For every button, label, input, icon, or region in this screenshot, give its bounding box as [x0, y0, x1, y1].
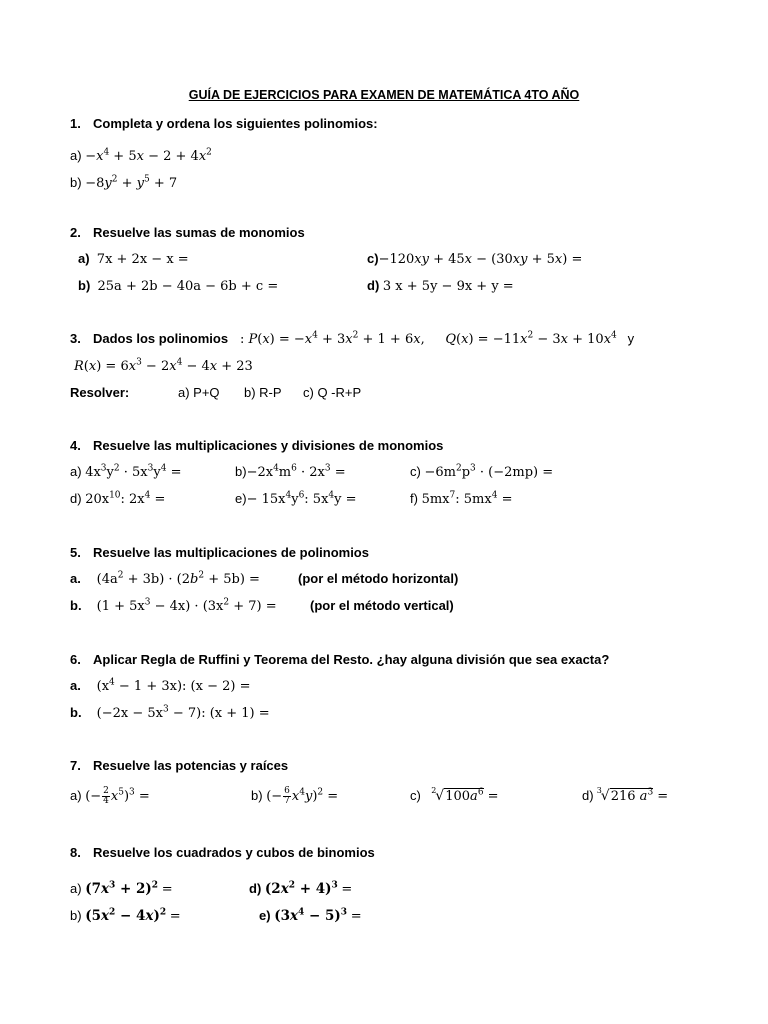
math-expression: $(7x^3 + 2)^2$ — [85, 880, 159, 897]
question-1-heading — [70, 115, 378, 133]
question-7-heading: 7. Resuelve las potencias y raíces — [70, 758, 289, 773]
math-expression: 3 x + 5y − 9x + y = — [382, 279, 514, 294]
math-expression: − $15x^4y^6$: $5x^4y$ = — [246, 490, 357, 507]
q4-item-d: d) $20x^{10}$: $2x^4$ = — [70, 490, 166, 507]
q1-item-a: $a) -x^4 + 5x - 2 + 4x^2$ — [70, 147, 212, 164]
math-expression: $(4a^2 + 3b) \cdot (2b^2 + 5b)$ = — [96, 570, 260, 587]
question-2-heading: 2. Resuelve las sumas de monomios — [70, 225, 305, 240]
question-number: 1. — [70, 116, 81, 131]
q1-item-b: $b) -8y^2 + y^5 + 7$ — [70, 174, 178, 191]
q4-item-e: $e)- 15x^4y^6$: $5x^4y$ = — [235, 490, 357, 507]
q6-item-a: a. $(x^4 - 1 + 3x)$: (x − 2) = — [70, 677, 251, 694]
page-title: GUÍA DE EJERCICIOS PARA EXAMEN DE MATEMÁTICA 4TO AÑO — [188, 88, 580, 102]
q3-option-b: b) R-P — [244, 385, 282, 400]
math-expression: 2 $√100a^6$ = — [431, 786, 499, 804]
q4-item-b: $b)-2x^4m^6 \cdot 2x^3$ = — [235, 463, 346, 480]
math-expression: $R(x) = 6x^3 - 2x^4 - 4x + 23$ — [74, 357, 253, 374]
q2-item-a: a) 7x + 2x − x = — [78, 251, 189, 267]
math-expression: $(-2x - 5x^3 - 7)$: (x + 1) = — [96, 704, 270, 721]
math-expression: (− $\frac{6}{7}$ $x^4y)^2$ = — [266, 786, 339, 806]
question-4-heading: 4. Resuelve las multiplicaciones y divisiones de monomios — [70, 438, 444, 453]
math-expression: $-x^4 + 5x - 2 + 4x^2$ — [85, 147, 212, 164]
q4-item-c: $c) -6m^2p^3 \cdot (-2mp)$ = — [410, 463, 554, 480]
q7-item-d: d) 3 √216 $a^3$ = — [582, 786, 669, 804]
q8-item-a: a) $(7x^3 + 2)^2$ = — [70, 880, 173, 897]
math-expression: $(2x^2 + 4)^3$ — [264, 880, 338, 897]
math-expression: (− $\frac{2}{4}$ $x^5)^3$ = — [85, 786, 150, 806]
q3-resolver: Resolver: — [70, 385, 130, 400]
q7-item-b: b) (− $\frac{6}{7}$ $x^4y)^2$ = — [251, 786, 339, 806]
math-expression: $5mx^7$: $5mx^4$ = — [421, 490, 513, 507]
math-expression: $(3x^4 - 5)^3$ — [274, 907, 348, 924]
q4-item-a: a) $4x^3y^2 \cdot 5x^3y^4$ = — [70, 463, 182, 480]
q4-item-f: f) $5mx^7$: $5mx^4$ = — [410, 490, 513, 507]
question-text: Completa y ordena los siguientes polinomios: — [93, 116, 378, 131]
q5-item-a: a. $(4a^2 + 3b) \cdot (2b^2 + 5b)$ = — [70, 570, 260, 587]
question-6-heading: 6. Aplicar Regla de Ruffini y Teorema del Resto. ¿hay alguna división que sea exacta? — [70, 652, 610, 667]
q3-option-c: c) Q -R+P — [303, 385, 362, 400]
math-expression: $-6m^2p^3 \cdot (-2mp)$ = — [424, 463, 554, 480]
q7-item-c: c) 2 $√100a^6$ = — [410, 786, 499, 804]
q3-polynomial-r — [74, 357, 253, 376]
math-expression: $(x^4 - 1 + 3x)$: (x − 2) = — [96, 677, 251, 694]
q6-item-b: b. $(-2x - 5x^3 - 7)$: (x + 1) = — [70, 704, 270, 721]
q2-item-d: d) 3 x + 5y − 9x + y = — [367, 278, 514, 294]
math-expression: 25a + 2b − 40a − 6b + c = — [97, 279, 279, 294]
question-3-heading: 3. Dados los polinomios : $P(x) = -x^4 + 3x^2 + 1 + 6x$, $Q(x) = -11x^2 - 3x + 10x^4$ y — [70, 330, 635, 347]
math-expression: $-2x^4m^6 \cdot 2x^3$ = — [246, 463, 346, 480]
math-expression: $(5x^2 - 4x)^2$ — [85, 907, 167, 924]
math-expression: $4x^3y^2 \cdot 5x^3y^4$ = — [85, 463, 182, 480]
q8-item-e: e) $(3x^4 - 5)^3$ = — [259, 907, 362, 924]
math-expression: $-8y^2 + y^5 + 7$ — [85, 174, 178, 191]
q5-note-b: (por el método vertical) — [310, 598, 454, 613]
q2-item-c: c)−120xy + 45x − (30xy + 5x) = — [367, 251, 583, 267]
q8-item-b: b) $(5x^2 - 4x)^2$ = — [70, 907, 181, 924]
q7-item-a: a) (− $\frac{2}{4}$ $x^5)^3$ = — [70, 786, 150, 806]
question-8-heading: 8. Resuelve los cuadrados y cubos de binomios — [70, 845, 375, 860]
q5-item-b: b. $(1 + 5x^3 - 4x) \cdot (3x^2 + 7)$ = — [70, 597, 277, 614]
math-expression: 7x + 2x − x = — [96, 252, 189, 267]
q8-item-d: d) $(2x^2 + 4)^3$ = — [249, 880, 353, 897]
math-expression: 3 √216 $a^3$ = — [596, 786, 669, 804]
q5-note-a: (por el método horizontal) — [298, 571, 459, 586]
question-5-heading: 5. Resuelve las multiplicaciones de polinomios — [70, 545, 369, 560]
q3-option-a: a) P+Q — [178, 385, 220, 400]
q2-item-b: b) 25a + 2b − 40a − 6b + c = — [78, 278, 279, 294]
math-expression: : $P(x) = -x^4 + 3x^2 + 1 + 6x$, $Q(x) = -11x^2 - 3x + 10x^4$ — [231, 330, 617, 347]
math-expression: $(1 + 5x^3 - 4x) \cdot (3x^2 + 7)$ = — [96, 597, 277, 614]
math-expression: −120xy + 45x − (30xy + 5x) = — [378, 252, 583, 267]
math-expression: $20x^{10}$: $2x^4$ = — [85, 490, 166, 507]
